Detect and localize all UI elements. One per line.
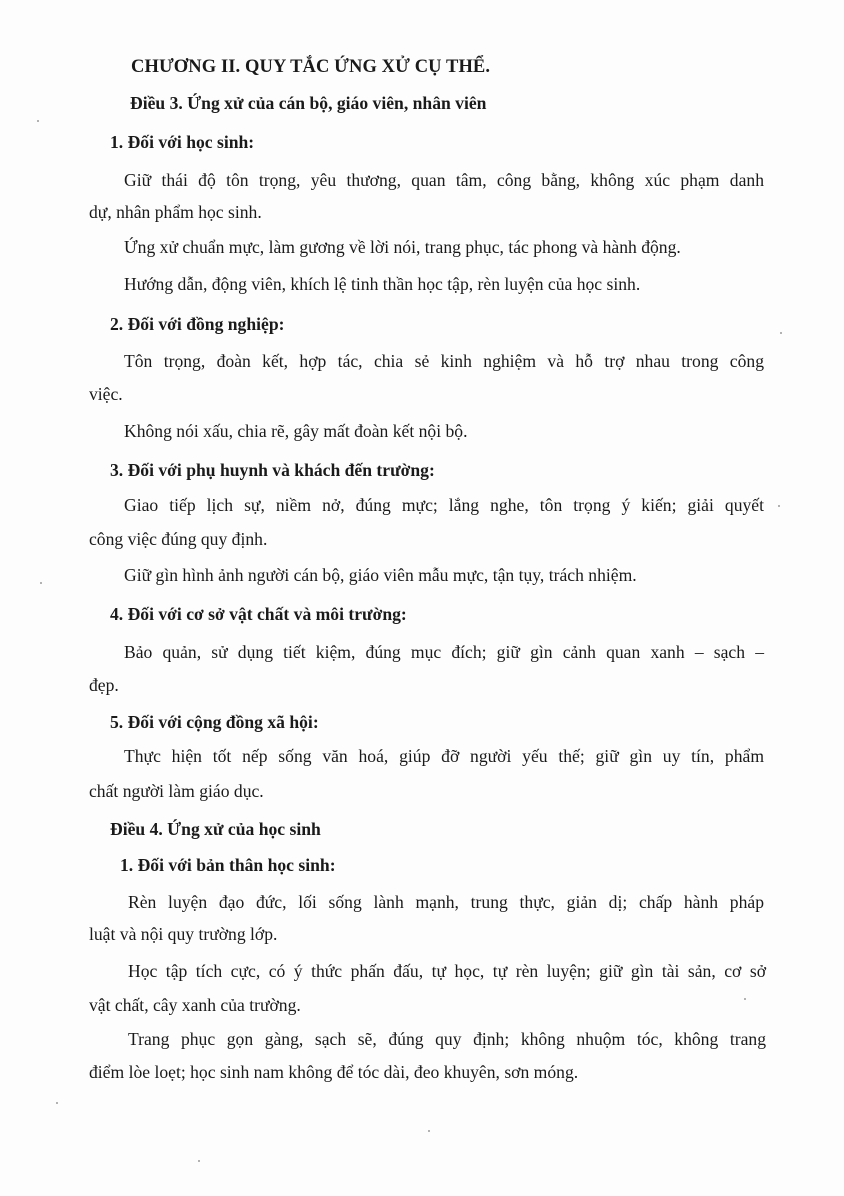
article-3-section-2-heading: 2. Đối với đồng nghiệp: [110, 314, 285, 334]
article-4-section-1-para-3-line-2: điểm lòe loẹt; học sinh nam không để tóc dài, đeo khuyên, sơn móng. [89, 1062, 579, 1082]
article-3-section-2-para-2: Không nói xấu, chia rẽ, gây mất đoàn kết nội bộ. [124, 421, 468, 441]
scan-speck [744, 998, 746, 1000]
scan-speck [40, 582, 42, 584]
article-3-section-5-para-1-line-2: chất người làm giáo dục. [89, 781, 264, 801]
article-3-section-1-para-1-line-2: dự, nhân phẩm học sinh. [89, 202, 262, 222]
article-3-section-1-para-2: Ứng xử chuẩn mực, làm gương về lời nói, trang phục, tác phong và hành động. [124, 237, 681, 257]
scan-speck [56, 1102, 58, 1104]
article-4-section-1-para-3-line-1: Trang phục gọn gàng, sạch sẽ, đúng quy định; không nhuộm tóc, không trang [128, 1029, 766, 1049]
article-4-section-1-para-2-line-2: vật chất, cây xanh của trường. [89, 995, 301, 1015]
article-3-section-1-para-3: Hướng dẫn, động viên, khích lệ tinh thần học tập, rèn luyện của học sinh. [124, 274, 641, 294]
article-3-section-2-para-1-line-2: việc. [89, 384, 123, 404]
article-3-section-1-heading: 1. Đối với học sinh: [110, 132, 255, 152]
article-3-section-3-para-1-line-2: công việc đúng quy định. [89, 529, 268, 549]
article-3-section-3-heading: 3. Đối với phụ huynh và khách đến trường: [110, 460, 435, 480]
article-3-section-1-para-1-line-1: Giữ thái độ tôn trọng, yêu thương, quan tâm, công bằng, không xúc phạm danh [124, 170, 764, 190]
scan-speck [37, 120, 39, 122]
scan-speck [780, 332, 782, 334]
scan-speck [778, 505, 780, 507]
article-3-section-5-heading: 5. Đối với cộng đồng xã hội: [110, 712, 319, 732]
article-3-title: Điều 3. Ứng xử của cán bộ, giáo viên, nhân viên [130, 93, 487, 113]
scan-speck [198, 1160, 200, 1162]
article-4-section-1-heading: 1. Đối với bản thân học sinh: [120, 855, 336, 875]
article-4-section-1-para-1-line-2: luật và nội quy trường lớp. [89, 924, 278, 944]
article-4-section-1-para-2-line-1: Học tập tích cực, có ý thức phấn đấu, tự học, tự rèn luyện; giữ gìn tài sản, cơ sở [128, 961, 766, 981]
chapter-title: CHƯƠNG II. QUY TẮC ỨNG XỬ CỤ THỂ. [131, 57, 491, 77]
article-3-section-4-para-1-line-1: Bảo quản, sử dụng tiết kiệm, đúng mục đích; giữ gìn cảnh quan xanh – sạch – [124, 642, 764, 662]
article-3-section-4-heading: 4. Đối với cơ sở vật chất và môi trường: [110, 604, 407, 624]
article-3-section-5-para-1-line-1: Thực hiện tốt nếp sống văn hoá, giúp đỡ người yếu thế; giữ gìn uy tín, phẩm [124, 746, 764, 766]
scan-speck [428, 1130, 430, 1132]
article-3-section-2-para-1-line-1: Tôn trọng, đoàn kết, hợp tác, chia sẻ kinh nghiệm và hỗ trợ nhau trong công [124, 351, 764, 371]
article-3-section-3-para-1-line-1: Giao tiếp lịch sự, niềm nở, đúng mực; lắng nghe, tôn trọng ý kiến; giải quyết [124, 495, 764, 515]
article-4-title: Điều 4. Ứng xử của học sinh [110, 819, 321, 839]
article-3-section-4-para-1-line-2: đẹp. [89, 675, 119, 695]
article-3-section-3-para-2: Giữ gìn hình ảnh người cán bộ, giáo viên mẫu mực, tận tụy, trách nhiệm. [124, 565, 637, 585]
article-4-section-1-para-1-line-1: Rèn luyện đạo đức, lối sống lành mạnh, trung thực, giản dị; chấp hành pháp [128, 892, 764, 912]
